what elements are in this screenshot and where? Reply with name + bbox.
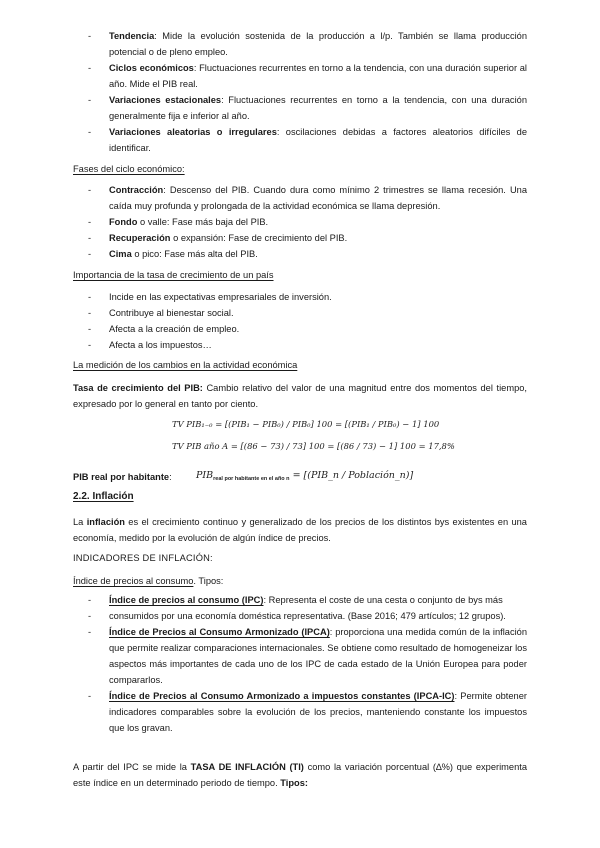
dash-bullet: -	[88, 340, 92, 350]
item-text: : Fluctuaciones recurrentes en torno a la tendencia, con una duración superior al año. Mide el PIB real.	[109, 63, 527, 89]
list-item	[73, 214, 527, 230]
item-text: Contribuye al bienestar social.	[109, 308, 234, 318]
final-term: TASA DE INFLACIÓN (TI)	[190, 762, 304, 772]
item-term: Fondo	[109, 217, 138, 227]
dash-bullet: -	[88, 249, 92, 259]
item-term: Variaciones aleatorias o irregulares	[109, 127, 277, 137]
dash-bullet: -	[88, 217, 92, 227]
tasa-inflacion-paragraph	[73, 759, 527, 791]
list-item	[73, 124, 527, 156]
list-item	[73, 289, 527, 305]
item-text: : proporciona una medida común de la inflación que permite realizar comparaciones internacionales. Se obtiene como resultado de homogeneizar los aspectos más importantes de cada uno de los IPC de cada estado de la Unión Europea para poder compararlos.	[109, 627, 528, 685]
intro-pre: La	[73, 517, 87, 527]
item-text: o expansión: Fase de crecimiento del PIB.	[170, 233, 348, 243]
fases-heading: Fases del ciclo económico:	[73, 164, 185, 174]
dash-bullet: -	[88, 185, 92, 195]
list-item	[73, 592, 527, 608]
item-text: : Permite obtener indicadores comparables sobre la evolución de los precios, manteniendo constante los impuestos que los gravan.	[109, 691, 527, 733]
item-term: Índice de Precios al Consumo Armonizado (IPCA)	[109, 627, 330, 637]
item-text: o pico: Fase más alta del PIB.	[131, 249, 258, 259]
indicadores-heading: INDICADORES DE INFLACIÓN:	[73, 553, 213, 563]
item-term: Recuperación	[109, 233, 171, 243]
list-item	[73, 246, 527, 262]
inflacion-intro	[73, 514, 527, 546]
dash-bullet: -	[88, 595, 92, 605]
fluctuaciones-list	[73, 28, 527, 156]
item-text: Incide en las expectativas empresariales de inversión.	[109, 292, 332, 302]
dash-bullet: -	[88, 292, 92, 302]
dash-bullet: -	[88, 233, 92, 243]
dash-bullet: -	[88, 611, 92, 621]
importancia-list	[73, 289, 527, 353]
fases-list	[73, 182, 527, 262]
dash-bullet: -	[88, 627, 92, 637]
list-item	[73, 60, 527, 92]
list-item	[73, 624, 527, 688]
item-term: Variaciones estacionales	[109, 95, 222, 105]
item-text: : Representa el coste de una cesta o conjunto de bys más	[263, 595, 503, 605]
item-text: Afecta a los impuestos…	[109, 340, 212, 350]
inflacion-section-title: 2.2. Inflación	[73, 491, 134, 502]
item-text: : Fluctuaciones recurrentes en torno a la tendencia, con una duración generalmente fija e inferior al año.	[109, 95, 527, 121]
dash-bullet: -	[88, 127, 92, 137]
item-text: Afecta a la creación de empleo.	[109, 324, 240, 334]
list-item	[73, 608, 527, 624]
tasa-text: Cambio relativo del valor de una magnitud entre dos momentos del tiempo, expresado por lo general en tanto por ciento.	[73, 383, 527, 409]
intro-post: es el crecimiento continuo y generalizado de los precios de los distintos bys existentes en una economía, medido por la evolución de algún índice de precios.	[73, 517, 527, 543]
list-item	[73, 688, 527, 736]
dash-bullet: -	[88, 63, 92, 73]
tasa-term: Tasa de crecimiento del PIB:	[73, 383, 203, 393]
item-text: o valle: Fase más baja del PIB.	[137, 217, 269, 227]
ipc-heading-suffix: . Tipos:	[193, 576, 224, 586]
tipos-ipc-list	[73, 592, 527, 736]
pib-term: PIB real por habitante	[73, 472, 170, 482]
tasa-paragraph	[73, 380, 527, 412]
dash-bullet: -	[88, 95, 92, 105]
ipc-heading-text: Índice de precios al consumo	[73, 576, 194, 586]
dash-bullet: -	[88, 691, 92, 701]
medicion-heading: La medición de los cambios en la actividad económica	[73, 360, 298, 370]
item-term: Tendencia	[109, 31, 155, 41]
item-term: Índice de precios al consumo (IPC)	[109, 595, 264, 605]
list-item	[73, 230, 527, 246]
list-item	[73, 92, 527, 124]
pib-formula-right: = [(PIB_n / Población_n)]	[292, 470, 414, 481]
final-tipos: Tipos:	[280, 778, 308, 788]
final-post: como la variación porcentual (∆%) que experimenta este índice en un determinado periodo de tiempo.	[73, 762, 527, 788]
item-text: : oscilaciones debidas a factores aleatorios difíciles de identificar.	[109, 127, 527, 153]
formula-tasa-general: TV PIB₁₋₀ = [(PIB₁ − PIB₀) / PIB₀] 100 = [(PIB₁ / PIB₀) − 1] 100	[172, 419, 440, 429]
dash-bullet: -	[88, 324, 92, 334]
final-pre: A partir del IPC se mide la	[73, 762, 191, 772]
item-text: consumidos por una economía doméstica representativa. (Base 2016; 479 artículos; 12 grupos).	[109, 611, 506, 621]
item-term: Contracción	[109, 185, 164, 195]
pib-formula-sub: real por habitante en el año n	[213, 476, 290, 482]
pib-real-label	[73, 469, 193, 485]
item-text: : Mide la evolución sostenida de la producción a l/p. También se llama producción potencial o de pleno empleo.	[109, 31, 527, 57]
item-text: : Descenso del PIB. Cuando dura como mínimo 2 trimestres se llama recesión. Una caída muy profunda y prolongada de la actividad económica se llama depresión.	[109, 185, 527, 211]
list-item	[73, 337, 527, 353]
ipc-heading	[73, 573, 527, 589]
dash-bullet: -	[88, 31, 92, 41]
dash-bullet: -	[88, 308, 92, 318]
list-item	[73, 182, 527, 214]
list-item	[73, 28, 527, 60]
pib-colon: :	[169, 472, 172, 482]
pib-formula-left: PIB	[196, 470, 214, 481]
importancia-heading: Importancia de la tasa de crecimiento de un país	[73, 270, 274, 280]
intro-term: inflación	[86, 517, 125, 527]
formula-tasa-ejemplo: TV PIB año A = [(86 − 73) / 73] 100 = [(86 / 73) − 1] 100 = 17,8%	[172, 441, 455, 451]
formula-pib-habitante	[196, 470, 413, 482]
list-item	[73, 305, 527, 321]
item-term: Ciclos económicos	[109, 63, 194, 73]
item-term: Cima	[109, 249, 132, 259]
item-term: Índice de Precios al Consumo Armonizado a impuestos constantes (IPCA-IC)	[109, 691, 455, 701]
list-item	[73, 321, 527, 337]
